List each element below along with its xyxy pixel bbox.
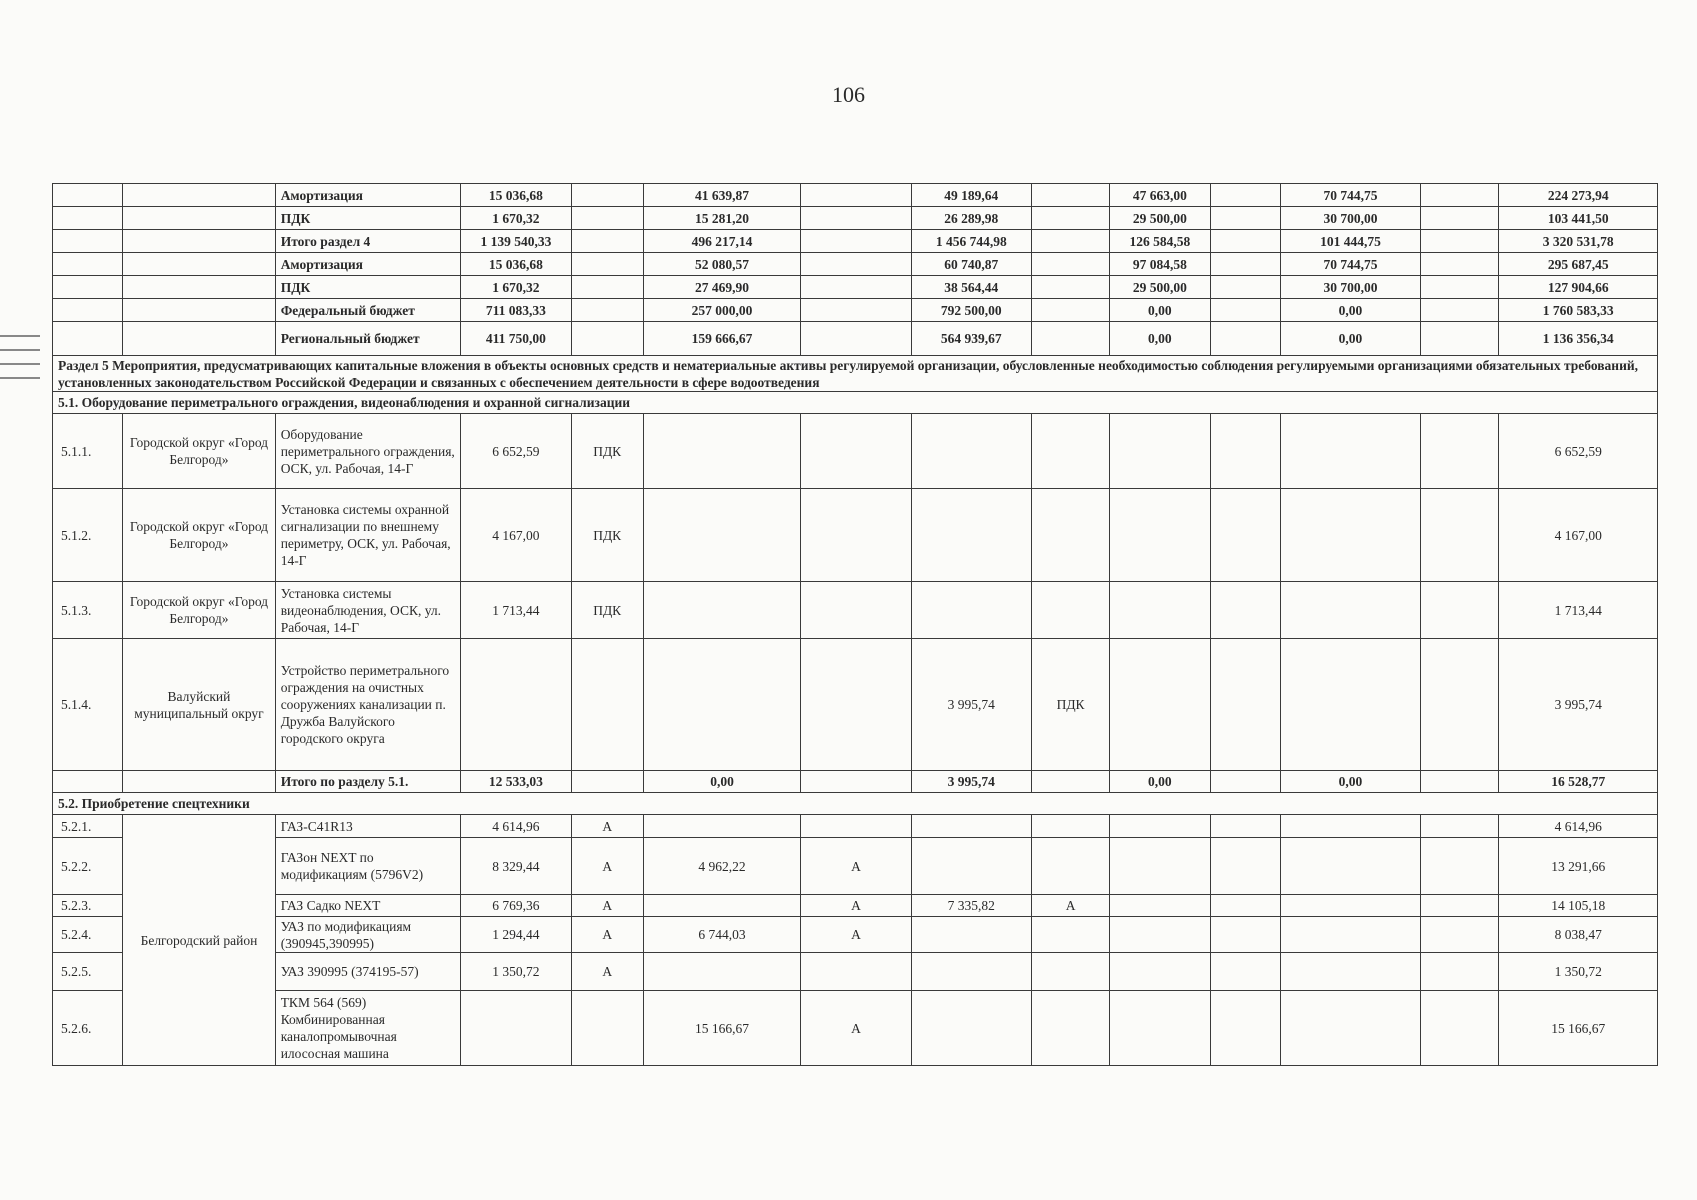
value-cell bbox=[1031, 253, 1109, 276]
value-cell bbox=[1031, 582, 1109, 639]
item-name: УАЗ по модификациям (390945,390995) bbox=[275, 917, 461, 953]
municipality-cell bbox=[123, 276, 275, 299]
value-cell bbox=[801, 771, 911, 793]
value-cell: 1 139 540,33 bbox=[461, 230, 571, 253]
table-row bbox=[53, 838, 1658, 895]
value-cell bbox=[911, 582, 1031, 639]
value-cell bbox=[643, 815, 800, 838]
value-cell bbox=[1210, 414, 1280, 489]
value-cell bbox=[1421, 322, 1499, 356]
value-cell bbox=[1031, 815, 1109, 838]
value-cell bbox=[643, 953, 800, 991]
value-cell bbox=[1421, 184, 1499, 207]
value-cell bbox=[1110, 953, 1210, 991]
value-cell bbox=[571, 184, 643, 207]
value-cell bbox=[1210, 838, 1280, 895]
value-cell: 4 614,96 bbox=[461, 815, 571, 838]
value-cell bbox=[571, 207, 643, 230]
value-cell: 0,00 bbox=[1280, 771, 1420, 793]
value-cell bbox=[801, 639, 911, 771]
item-name: Установка системы охранной сигнализации по внешнему периметру, ОСК, ул. Рабочая, 14-Г bbox=[275, 489, 461, 582]
value-cell: 126 584,58 bbox=[1110, 230, 1210, 253]
item-code: 5.2.5. bbox=[53, 953, 123, 991]
value-cell: 0,00 bbox=[643, 771, 800, 793]
value-cell bbox=[1421, 815, 1499, 838]
table-row bbox=[53, 991, 1658, 1066]
row-label: Амортизация bbox=[275, 184, 461, 207]
value-cell bbox=[1280, 414, 1420, 489]
municipality-cell: Городской округ «Город Белгород» bbox=[123, 414, 275, 489]
value-cell: 41 639,87 bbox=[643, 184, 800, 207]
value-cell bbox=[911, 917, 1031, 953]
value-cell bbox=[1031, 953, 1109, 991]
value-cell: 14 105,18 bbox=[1499, 895, 1658, 917]
row-label: Амортизация bbox=[275, 253, 461, 276]
table-row bbox=[53, 895, 1658, 917]
value-cell bbox=[1031, 299, 1109, 322]
value-cell bbox=[643, 895, 800, 917]
value-cell bbox=[1280, 895, 1420, 917]
value-cell bbox=[1421, 489, 1499, 582]
value-cell bbox=[1031, 184, 1109, 207]
value-cell bbox=[1210, 184, 1280, 207]
row-label: Региональный бюджет bbox=[275, 322, 461, 356]
value-cell bbox=[1421, 917, 1499, 953]
value-cell bbox=[1210, 895, 1280, 917]
value-cell: 13 291,66 bbox=[1499, 838, 1658, 895]
value-cell bbox=[801, 582, 911, 639]
value-cell bbox=[643, 414, 800, 489]
value-cell: 1 136 356,34 bbox=[1499, 322, 1658, 356]
value-cell bbox=[1421, 895, 1499, 917]
value-cell bbox=[1280, 815, 1420, 838]
value-cell: 0,00 bbox=[1110, 322, 1210, 356]
value-cell bbox=[911, 838, 1031, 895]
value-cell bbox=[1210, 953, 1280, 991]
value-cell bbox=[801, 299, 911, 322]
value-cell: 15 036,68 bbox=[461, 184, 571, 207]
value-cell: 257 000,00 bbox=[643, 299, 800, 322]
value-cell bbox=[1421, 639, 1499, 771]
value-cell bbox=[643, 639, 800, 771]
item-code: 5.2.3. bbox=[53, 895, 123, 917]
row-label: Федеральный бюджет bbox=[275, 299, 461, 322]
section-heading bbox=[53, 356, 1658, 392]
value-cell bbox=[1421, 414, 1499, 489]
item-code: 5.2.1. bbox=[53, 815, 123, 838]
code-cell bbox=[53, 253, 123, 276]
value-cell: 52 080,57 bbox=[643, 253, 800, 276]
value-cell: 8 038,47 bbox=[1499, 917, 1658, 953]
item-name: Оборудование периметрального ограждения, ОСК, ул. Рабочая, 14-Г bbox=[275, 414, 461, 489]
value-cell bbox=[1210, 276, 1280, 299]
item-code: 5.1.4. bbox=[53, 639, 123, 771]
value-cell bbox=[1210, 917, 1280, 953]
value-cell bbox=[1110, 838, 1210, 895]
value-cell bbox=[571, 771, 643, 793]
value-cell: 15 281,20 bbox=[643, 207, 800, 230]
value-cell: ПДК bbox=[1031, 639, 1109, 771]
value-cell: 8 329,44 bbox=[461, 838, 571, 895]
value-cell bbox=[911, 953, 1031, 991]
value-cell bbox=[1421, 207, 1499, 230]
margin-marks bbox=[0, 335, 40, 391]
value-cell: 224 273,94 bbox=[1499, 184, 1658, 207]
value-cell bbox=[643, 582, 800, 639]
value-cell bbox=[1210, 815, 1280, 838]
value-cell bbox=[1110, 815, 1210, 838]
summary-row bbox=[53, 276, 1658, 299]
value-cell bbox=[911, 489, 1031, 582]
value-cell: 70 744,75 bbox=[1280, 253, 1420, 276]
value-cell bbox=[1110, 414, 1210, 489]
value-cell bbox=[801, 230, 911, 253]
value-cell bbox=[1210, 582, 1280, 639]
summary-row bbox=[53, 230, 1658, 253]
code-cell bbox=[53, 230, 123, 253]
municipality-cell bbox=[123, 207, 275, 230]
value-cell bbox=[1421, 230, 1499, 253]
value-cell bbox=[1110, 917, 1210, 953]
item-name: ГАЗон NEXT по модификациям (5796V2) bbox=[275, 838, 461, 895]
value-cell bbox=[1031, 230, 1109, 253]
subsection-heading bbox=[53, 392, 1658, 414]
value-cell: 49 189,64 bbox=[911, 184, 1031, 207]
value-cell bbox=[1210, 230, 1280, 253]
value-cell: ПДК bbox=[571, 489, 643, 582]
summary-row bbox=[53, 184, 1658, 207]
value-cell: 6 744,03 bbox=[643, 917, 800, 953]
value-cell bbox=[1421, 253, 1499, 276]
value-cell bbox=[1110, 639, 1210, 771]
row-label: ПДК bbox=[275, 207, 461, 230]
value-cell: 30 700,00 bbox=[1280, 207, 1420, 230]
value-cell bbox=[801, 276, 911, 299]
value-cell: 6 769,36 bbox=[461, 895, 571, 917]
value-cell bbox=[801, 322, 911, 356]
code-cell bbox=[53, 184, 123, 207]
value-cell: 6 652,59 bbox=[461, 414, 571, 489]
value-cell: 97 084,58 bbox=[1110, 253, 1210, 276]
value-cell: А bbox=[571, 953, 643, 991]
value-cell bbox=[1280, 582, 1420, 639]
value-cell: 60 740,87 bbox=[911, 253, 1031, 276]
code-cell bbox=[53, 299, 123, 322]
value-cell: 7 335,82 bbox=[911, 895, 1031, 917]
municipality-cell bbox=[123, 184, 275, 207]
value-cell bbox=[1280, 991, 1420, 1066]
value-cell bbox=[1210, 322, 1280, 356]
total-row bbox=[53, 771, 1658, 793]
value-cell: 792 500,00 bbox=[911, 299, 1031, 322]
table-row bbox=[53, 953, 1658, 991]
value-cell: 1 294,44 bbox=[461, 917, 571, 953]
value-cell bbox=[801, 414, 911, 489]
value-cell bbox=[911, 991, 1031, 1066]
value-cell: 4 614,96 bbox=[1499, 815, 1658, 838]
value-cell bbox=[1421, 771, 1499, 793]
value-cell bbox=[1280, 639, 1420, 771]
value-cell: 15 166,67 bbox=[643, 991, 800, 1066]
table-row bbox=[53, 414, 1658, 489]
value-cell bbox=[571, 991, 643, 1066]
value-cell: 38 564,44 bbox=[911, 276, 1031, 299]
value-cell: 101 444,75 bbox=[1280, 230, 1420, 253]
subsection-heading bbox=[53, 793, 1658, 815]
table-row bbox=[53, 815, 1658, 838]
value-cell bbox=[1421, 953, 1499, 991]
value-cell bbox=[1210, 991, 1280, 1066]
value-cell bbox=[571, 299, 643, 322]
value-cell bbox=[1280, 489, 1420, 582]
value-cell bbox=[1421, 991, 1499, 1066]
value-cell: 0,00 bbox=[1280, 322, 1420, 356]
value-cell: 3 995,74 bbox=[911, 771, 1031, 793]
value-cell bbox=[1110, 991, 1210, 1066]
summary-row bbox=[53, 253, 1658, 276]
value-cell bbox=[1031, 838, 1109, 895]
value-cell: 103 441,50 bbox=[1499, 207, 1658, 230]
value-cell: 1 713,44 bbox=[461, 582, 571, 639]
value-cell: А bbox=[571, 838, 643, 895]
value-cell: 29 500,00 bbox=[1110, 276, 1210, 299]
value-cell bbox=[1031, 207, 1109, 230]
value-cell: 15 036,68 bbox=[461, 253, 571, 276]
table-row bbox=[53, 489, 1658, 582]
municipality-cell bbox=[123, 253, 275, 276]
value-cell: 47 663,00 bbox=[1110, 184, 1210, 207]
value-cell: А bbox=[801, 991, 911, 1066]
value-cell: 711 083,33 bbox=[461, 299, 571, 322]
item-code: 5.2.4. bbox=[53, 917, 123, 953]
municipality-cell: Городской округ «Город Белгород» bbox=[123, 489, 275, 582]
value-cell: 29 500,00 bbox=[1110, 207, 1210, 230]
value-cell bbox=[801, 253, 911, 276]
value-cell: 26 289,98 bbox=[911, 207, 1031, 230]
value-cell bbox=[1210, 489, 1280, 582]
table-row bbox=[53, 639, 1658, 771]
table-row bbox=[53, 582, 1658, 639]
value-cell bbox=[1280, 838, 1420, 895]
value-cell bbox=[1210, 207, 1280, 230]
value-cell bbox=[1031, 771, 1109, 793]
value-cell bbox=[801, 953, 911, 991]
value-cell: А bbox=[571, 917, 643, 953]
code-cell bbox=[53, 322, 123, 356]
value-cell: 0,00 bbox=[1280, 299, 1420, 322]
value-cell bbox=[1210, 771, 1280, 793]
value-cell: 1 670,32 bbox=[461, 276, 571, 299]
value-cell bbox=[801, 184, 911, 207]
summary-row bbox=[53, 322, 1658, 356]
value-cell bbox=[1031, 276, 1109, 299]
value-cell bbox=[1421, 582, 1499, 639]
value-cell bbox=[801, 207, 911, 230]
value-cell: ПДК bbox=[571, 582, 643, 639]
value-cell: 27 469,90 bbox=[643, 276, 800, 299]
value-cell bbox=[1280, 917, 1420, 953]
value-cell: ПДК bbox=[571, 414, 643, 489]
value-cell: 4 167,00 bbox=[461, 489, 571, 582]
value-cell: 3 995,74 bbox=[911, 639, 1031, 771]
value-cell: А bbox=[571, 815, 643, 838]
value-cell: 411 750,00 bbox=[461, 322, 571, 356]
value-cell bbox=[1031, 322, 1109, 356]
value-cell bbox=[461, 991, 571, 1066]
municipality-cell bbox=[123, 230, 275, 253]
value-cell: 0,00 bbox=[1110, 771, 1210, 793]
item-name: Установка системы видеонаблюдения, ОСК, ул. Рабочая, 14-Г bbox=[275, 582, 461, 639]
municipality-cell: Городской округ «Город Белгород» bbox=[123, 582, 275, 639]
value-cell bbox=[911, 414, 1031, 489]
subsection-5-1-title: 5.1. Оборудование периметрального ограждения, видеонаблюдения и охранной сигнализации bbox=[53, 392, 1658, 414]
value-cell: 6 652,59 bbox=[1499, 414, 1658, 489]
code-cell bbox=[53, 276, 123, 299]
item-code: 5.2.6. bbox=[53, 991, 123, 1066]
value-cell bbox=[1421, 838, 1499, 895]
summary-row bbox=[53, 207, 1658, 230]
row-label: ПДК bbox=[275, 276, 461, 299]
item-code: 5.1.3. bbox=[53, 582, 123, 639]
value-cell: 1 350,72 bbox=[461, 953, 571, 991]
item-code: 5.1.2. bbox=[53, 489, 123, 582]
value-cell: А bbox=[1031, 895, 1109, 917]
item-code: 5.1.1. bbox=[53, 414, 123, 489]
value-cell bbox=[1210, 299, 1280, 322]
item-name: Устройство периметрального ограждения на очистных сооружениях канализации п. Дружба Валуйского городского округа bbox=[275, 639, 461, 771]
subsection-5-2-title: 5.2. Приобретение спецтехники bbox=[53, 793, 1658, 815]
value-cell bbox=[1110, 895, 1210, 917]
value-cell: А bbox=[801, 917, 911, 953]
item-name: ГАЗ-C41R13 bbox=[275, 815, 461, 838]
value-cell: А bbox=[571, 895, 643, 917]
value-cell: 15 166,67 bbox=[1499, 991, 1658, 1066]
summary-row bbox=[53, 299, 1658, 322]
municipality-cell: Валуйский муниципальный округ bbox=[123, 639, 275, 771]
value-cell: 4 167,00 bbox=[1499, 489, 1658, 582]
value-cell: 159 666,67 bbox=[643, 322, 800, 356]
value-cell: 12 533,03 bbox=[461, 771, 571, 793]
value-cell bbox=[1110, 582, 1210, 639]
value-cell bbox=[1210, 639, 1280, 771]
section-5-title: Раздел 5 Мероприятия, предусматривающих капитальные вложения в объекты основных средств и нематериальные активы регулируемой организации, обусловленные необходимостью соблюдения регулируемыми организациями обязательных требований, установленных законодательством Российской Федерации и связанных с обеспечением деятельности в сфере водоотведения bbox=[53, 356, 1658, 392]
value-cell: А bbox=[801, 838, 911, 895]
value-cell bbox=[571, 276, 643, 299]
value-cell bbox=[1421, 276, 1499, 299]
value-cell: 4 962,22 bbox=[643, 838, 800, 895]
value-cell: А bbox=[801, 895, 911, 917]
value-cell bbox=[571, 253, 643, 276]
value-cell: 496 217,14 bbox=[643, 230, 800, 253]
value-cell bbox=[461, 639, 571, 771]
value-cell: 70 744,75 bbox=[1280, 184, 1420, 207]
value-cell: 295 687,45 bbox=[1499, 253, 1658, 276]
value-cell bbox=[911, 815, 1031, 838]
value-cell: 3 995,74 bbox=[1499, 639, 1658, 771]
value-cell: 0,00 bbox=[1110, 299, 1210, 322]
value-cell: 1 350,72 bbox=[1499, 953, 1658, 991]
value-cell bbox=[571, 322, 643, 356]
value-cell bbox=[1421, 299, 1499, 322]
item-code: 5.2.2. bbox=[53, 838, 123, 895]
value-cell: 1 670,32 bbox=[461, 207, 571, 230]
municipality-cell: Белгородский район bbox=[123, 815, 275, 1066]
value-cell bbox=[571, 639, 643, 771]
value-cell bbox=[571, 230, 643, 253]
value-cell bbox=[1280, 953, 1420, 991]
investment-program-table bbox=[52, 183, 1658, 1066]
code-cell bbox=[53, 207, 123, 230]
value-cell: 16 528,77 bbox=[1499, 771, 1658, 793]
municipality-cell bbox=[123, 299, 275, 322]
value-cell: 30 700,00 bbox=[1280, 276, 1420, 299]
value-cell bbox=[1031, 917, 1109, 953]
value-cell: 564 939,67 bbox=[911, 322, 1031, 356]
value-cell bbox=[1210, 253, 1280, 276]
row-label: Итого по разделу 5.1. bbox=[275, 771, 461, 793]
value-cell bbox=[1031, 414, 1109, 489]
value-cell: 1 713,44 bbox=[1499, 582, 1658, 639]
table-row bbox=[53, 917, 1658, 953]
value-cell: 1 760 583,33 bbox=[1499, 299, 1658, 322]
value-cell bbox=[1031, 991, 1109, 1066]
page-number: 106 bbox=[832, 82, 865, 107]
row-label: Итого раздел 4 bbox=[275, 230, 461, 253]
code-cell bbox=[53, 771, 123, 793]
item-name: ТКМ 564 (569) Комбинированная каналопромывочная илососная машина bbox=[275, 991, 461, 1066]
municipality-cell bbox=[123, 322, 275, 356]
value-cell: 1 456 744,98 bbox=[911, 230, 1031, 253]
municipality-cell bbox=[123, 771, 275, 793]
item-name: УАЗ 390995 (374195-57) bbox=[275, 953, 461, 991]
value-cell bbox=[643, 489, 800, 582]
value-cell: 3 320 531,78 bbox=[1499, 230, 1658, 253]
value-cell bbox=[801, 815, 911, 838]
value-cell bbox=[1031, 489, 1109, 582]
item-name: ГАЗ Садко NEXT bbox=[275, 895, 461, 917]
value-cell bbox=[1110, 489, 1210, 582]
value-cell bbox=[801, 489, 911, 582]
value-cell: 127 904,66 bbox=[1499, 276, 1658, 299]
